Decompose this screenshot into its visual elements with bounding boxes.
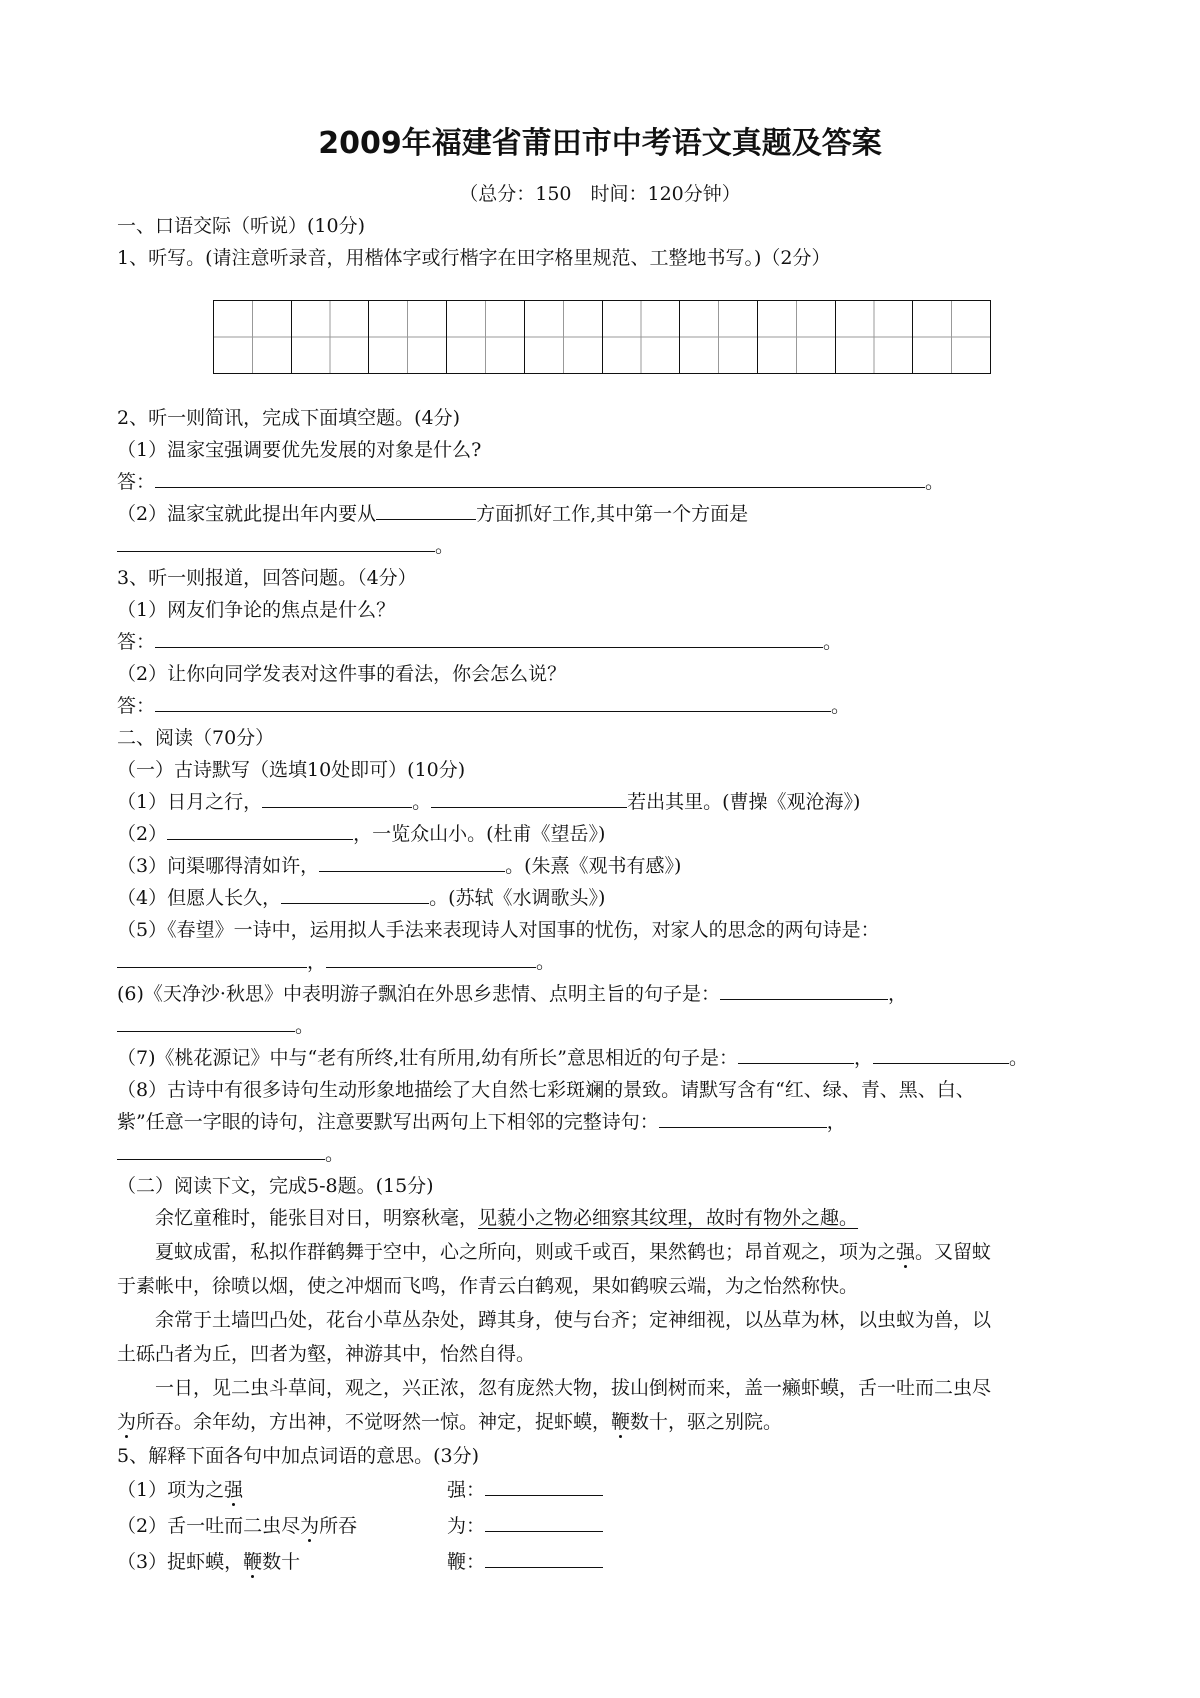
- underlined-sentence: 见藐小之物必细察其纹理，故时有物外之趣。: [478, 1207, 859, 1229]
- question-3-1: （1）网友们争论的焦点是什么？: [117, 599, 396, 621]
- item-key: 为：: [447, 1515, 486, 1537]
- question-text: 紫”任意一字眼的诗句，注意要默写出两句上下相邻的完整诗句：: [117, 1111, 659, 1133]
- page-title: 2009年福建省莆田市中考语文真题及答案: [318, 126, 882, 161]
- section-2-heading: 二、阅读（70分）: [117, 727, 275, 749]
- answer-blank[interactable]: [659, 1109, 827, 1128]
- question-5-item-3: [117, 1548, 1140, 1576]
- question-3-2: （2）让你向同学发表对这件事的看法，你会怎么说？: [117, 663, 567, 685]
- poem-item-2: [117, 820, 1140, 848]
- passage-paragraph-2: [117, 1238, 1140, 1266]
- answer-blank[interactable]: [873, 1045, 1009, 1064]
- answer-blank[interactable]: [326, 949, 536, 968]
- dotted-word: 强: [896, 1241, 916, 1263]
- answer-blank[interactable]: [431, 789, 627, 808]
- answer-blank[interactable]: [167, 821, 353, 840]
- question-text: 。(苏轼《水调歌头》): [429, 887, 606, 909]
- question-5-item-2: [117, 1512, 1140, 1540]
- answer-label: 答：: [117, 695, 156, 717]
- question-text: （3）捉虾蟆，: [117, 1551, 244, 1573]
- dotted-word: 鞭: [611, 1411, 631, 1433]
- question-text: （4）但愿人长久，: [117, 887, 282, 909]
- poem-item-8-cont: 紫”任意一字眼的诗句，注意要默写出两句上下相邻的完整诗句： ，: [117, 1111, 846, 1133]
- answer-blank[interactable]: [738, 1045, 854, 1064]
- answer-blank[interactable]: [155, 629, 823, 648]
- dotted-word: 为: [300, 1515, 320, 1537]
- grid-cell[interactable]: [913, 301, 990, 373]
- passage-text: 夏蚊成雷，私拟作群鹤舞于空中，心之所向，则或千或百，果然鹤也；昂首观之，项为之: [155, 1241, 897, 1263]
- answer-blank[interactable]: [155, 693, 831, 712]
- question-2-2: [117, 500, 1140, 528]
- answer-line: 答： 。: [117, 471, 945, 493]
- question-2: 2、听一则简讯，完成下面填空题。(4分): [117, 407, 461, 429]
- item-text: [117, 1512, 447, 1540]
- question-text: （1）项为之: [117, 1479, 225, 1501]
- answer-blank[interactable]: [117, 1141, 325, 1160]
- answer-blank[interactable]: [117, 1013, 295, 1032]
- answer-blank[interactable]: [319, 853, 505, 872]
- question-text: 所吞: [319, 1515, 358, 1537]
- passage-text: 余忆童稚时，能张目对日，明察秋毫，: [155, 1207, 479, 1229]
- item-key: 鞭：: [447, 1551, 486, 1573]
- passage-paragraph-3: 余常于土墙凹凸处，花台小草丛杂处，蹲其身，使与台齐；定神细视，以丛草为林，以虫蚁为兽，以: [155, 1309, 992, 1331]
- answer-blank[interactable]: [155, 469, 925, 488]
- poem-item-1: （1）日月之行， 。 若出其里。(曹操《观沧海》): [117, 791, 861, 813]
- grid-cell[interactable]: [525, 301, 603, 373]
- section-1-heading: 一、口语交际（听说）(10分): [117, 215, 366, 237]
- answer-label: 答：: [117, 631, 156, 653]
- question-5-item-1: [117, 1476, 1140, 1504]
- poem-item-3: [117, 852, 1140, 880]
- passage-text: 所吞。余年幼，方出神，不觉呀然一惊。神定，捉虾蟆，: [136, 1411, 612, 1433]
- poem-heading: （一）古诗默写（选填10处即可）(10分): [117, 759, 466, 781]
- passage-text: 。又留蚊: [915, 1241, 992, 1263]
- poem-item-7: （7)《桃花源记》中与“老有所终,壮有所用,幼有所长”意思相近的句子是： ， 。: [117, 1047, 1029, 1069]
- dotted-word: 为: [117, 1411, 137, 1433]
- grid-cell[interactable]: [836, 301, 914, 373]
- grid-cell[interactable]: [292, 301, 370, 373]
- question-text: 若出其里。(曹操《观沧海》): [627, 791, 861, 813]
- poem-item-6: (6)《天净沙·秋思》中表明游子飘泊在外思乡悲情、点明主旨的句子是： ，: [117, 983, 907, 1005]
- question-text: （7)《桃花源记》中与“老有所终,壮有所用,幼有所长”意思相近的句子是：: [117, 1047, 739, 1069]
- question-text: 方面抓好工作,其中第一个方面是: [476, 503, 749, 525]
- poem-item-4: [117, 884, 1140, 912]
- item-key: 强：: [447, 1479, 486, 1501]
- grid-cell[interactable]: [680, 301, 758, 373]
- poem-item-8: （8）古诗中有很多诗句生动形象地描绘了大自然七彩斑斓的景致。请默写含有“红、绿、青、黑、白、: [117, 1079, 975, 1101]
- question-5: 5、解释下面各句中加点词语的意思。(3分): [117, 1445, 480, 1467]
- question-text: （3）问渠哪得清如许，: [117, 855, 320, 877]
- question-1: 1、听写。(请注意听录音，用楷体字或行楷字在田字格里规范、工整地书写。)（2分）: [117, 247, 831, 269]
- answer-line: 。: [117, 1012, 1140, 1040]
- answer-blank[interactable]: [262, 789, 412, 808]
- dotted-word: 鞭: [243, 1551, 263, 1573]
- answer-line: 答： 。: [117, 695, 851, 717]
- passage-paragraph-4-cont: [117, 1408, 1140, 1436]
- passage-paragraph-3-cont: 土砾凸者为丘，凹者为壑，神游其中，怡然自得。: [117, 1343, 536, 1365]
- dictation-grid[interactable]: [213, 300, 991, 374]
- answer-blank[interactable]: [281, 885, 429, 904]
- answer-blank[interactable]: [117, 949, 307, 968]
- question-3: 3、听一则报道，回答问题。（4分）: [117, 567, 417, 589]
- answer-line: 。: [117, 1140, 1140, 1168]
- passage-text: 数十，驱之别院。: [630, 1411, 783, 1433]
- exam-info: （总分：150 时间：120分钟）: [459, 183, 741, 205]
- dotted-word: 强: [224, 1479, 244, 1501]
- question-text: （2）舌一吐而二虫尽: [117, 1515, 301, 1537]
- answer-blank[interactable]: [485, 1549, 603, 1568]
- poem-item-5: （5）《春望》一诗中，运用拟人手法来表现诗人对国事的忧伤，对家人的思念的两句诗是：: [117, 919, 880, 941]
- grid-cell[interactable]: [603, 301, 681, 373]
- answer-blank[interactable]: [117, 533, 435, 552]
- answer-label: 答：: [117, 471, 156, 493]
- question-text: ，一览众山小。(杜甫《望岳》): [353, 823, 606, 845]
- question-text: 。(朱熹《观书有感》): [505, 855, 682, 877]
- answer-line: 。: [117, 532, 1140, 560]
- answer-blank[interactable]: [376, 501, 476, 520]
- passage-paragraph-4: 一日，见二虫斗草间，观之，兴正浓，忽有庞然大物，拔山倒树而来，盖一癞虾蟆，舌一吐而二虫尽: [155, 1377, 992, 1399]
- passage-paragraph-1: [117, 1204, 1140, 1232]
- question-text: （2）温家宝就此提出年内要从: [117, 503, 377, 525]
- reading-heading: （二）阅读下文，完成5-8题。(15分): [117, 1175, 434, 1197]
- question-text: （2）: [117, 823, 168, 845]
- grid-cell[interactable]: [758, 301, 836, 373]
- question-text: （1）日月之行，: [117, 791, 263, 813]
- item-text: [117, 1476, 447, 1504]
- answer-line: ， 。: [117, 948, 1140, 976]
- grid-cell[interactable]: [369, 301, 447, 373]
- passage-paragraph-2-cont: 于素帐中，徐喷以烟，使之冲烟而飞鸣，作青云白鹤观，果如鹤唳云端，为之怡然称快。: [117, 1275, 859, 1297]
- question-2-1: （1）温家宝强调要优先发展的对象是什么?: [117, 439, 482, 461]
- item-text: [117, 1548, 447, 1576]
- question-text: 数十: [262, 1551, 301, 1573]
- answer-line: 答： 。: [117, 631, 843, 653]
- answer-blank[interactable]: [720, 981, 888, 1000]
- grid-cell[interactable]: [447, 301, 525, 373]
- question-text: (6)《天净沙·秋思》中表明游子飘泊在外思乡悲情、点明主旨的句子是：: [117, 983, 720, 1005]
- answer-blank[interactable]: [485, 1513, 603, 1532]
- answer-blank[interactable]: [485, 1477, 603, 1496]
- grid-cell[interactable]: [214, 301, 292, 373]
